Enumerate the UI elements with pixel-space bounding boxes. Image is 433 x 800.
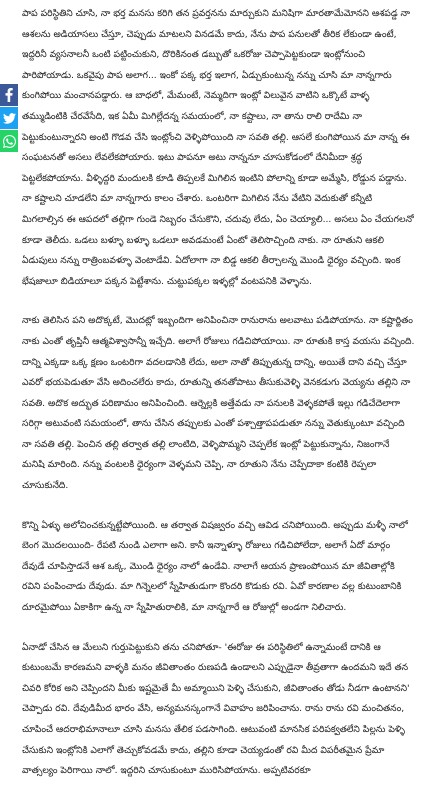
facebook-icon	[5, 88, 13, 102]
twitter-share-button[interactable]	[0, 107, 18, 129]
facebook-share-button[interactable]	[0, 84, 18, 106]
article-paragraph: ఏనాడో చేసిన ఆ మేలుని గుర్తుపెట్టుకుని తను చనిపోతూ- 'ఈరోజు ఈ పరిస్థితిలో ఉన్నామంటే దానికి ఆ కుటుంబమే కారణమని వాళ్ళకి మనం జీవితాంతం రుణపడి ఉండాలని ఎప్పుడైనా తీవ్రతాగా ఉందమని ఇదే తన చివరి కోరిక అని చెప్పిందని మీకు ఇష్టమైతే మీ అమ్మాయిని పెళ్ళి చేసుకుని, జీవితాంతం తోడు నీడగా ఉంటానని' చెప్పాడు రవి. దేవుడిమీద భారం వేసి, అన్యమనస్కంగానే వివాహం జరిపించాను. రాను రాను రవి మంచితనం, చూపించే ఆదరాభిమానాలూ చూసి మనసు తేలిక పడసాగింది. ఆటువంటి మానసిక పరిపక్వతలేని పిల్లను పెళ్ళి చేసుకుని ఇంట్లోనికి ఎలాగో తెచ్చుకోవడమే కాదు, తల్లిని కూడా చెయ్యడంతో రవి మీద విపరీతమైన ప్రేమా వాత్సల్యం పెరిగాయి నాలో. ఇద్దరిని చూసుకుంటూ మురిసిపోయాను. అప్పటివరకూ	[22, 641, 410, 777]
social-share-bar	[0, 84, 18, 153]
article-paragraph: నాకు తెలిసిన పని అదొక్కటే, మొదట్లో ఇబ్బందిగా అనిపించినా రానురాను అలవాటు పడిపోయాను. నా కష్టార్జితం నాకు ఎంతో తృప్తినీ ఆత్మవిశ్వాసాన్నీ ఇచ్చేది. అలాగే రోజులు గడిచిపోయాయి. నా రూతుకి కాస్త వయసు వచ్చింది. దాన్ని ఎక్కడా ఒక్క క్షణం ఒంటరిగా వదలడానికి లేదు, అలా నాతో తిప్పుతున్న దాన్ని, అయితే దాని వచ్చి చేస్తూ ఎవరో భయపెడుతూ వేసి అదించలేరు కాదు, రూతున్ని తనతోపాటు తీసుకువెళ్ళి వెనకడుగు వెయ్యను తల్లిని నా సవతి. అదొక అద్భుత పరిణామం అనిపించింది. ఆర్నెల్లకి అత్తేవడు నా పనులకి వెళ్ళకపోతే ఇల్లు గడిచేదెలాగా సరిగ్గా అటువంటి సమయంలో, తాను చేసిన తప్పులకు ఎంతో పశ్చాత్తాపపడుతూ నన్ను వెతుక్కుంటూ వచ్చింది నా సవతి తల్లి. పెంచిన తల్లి తర్వాత తల్లి లాంటిది, వెళ్ళిపొమ్మని చెప్పలేక ఇంట్లో పెట్టుకున్నాను, నిజంగానే మనిషి మారింది. నన్ను వంటలకి ధైర్యంగా వెళ్ళమని చెప్పి, నా రూతుని నేను చెప్పేదాకా కంటికి రెప్పలా చూసుకునేది.	[22, 315, 415, 492]
twitter-icon	[3, 113, 16, 124]
article-paragraph: కొన్ని ఏళ్ళు అలోచించకున్నట్టేపోయింది. ఆ తర్వాత విషజ్వరం వచ్చి ఆవిడ చనిపోయింది. అప్పుడు మళ్ళీ నాలో బెంగ మొదలయింది- రేపటి నుండి ఎలాగా అని. కానీ ఇన్నాళ్ళూ రోజులు గడిచిపోలేదా, అలాగే ఏదో మార్గం దేవుడే చూపిస్తాడనే ఆశ ఒక్క, మొండి ధైర్యం నాలో ఉండేవి. నాలాగే ఆయన ప్రాణంపోయిన మా జీవితాల్లోకి రవిని పంపించాడు దేవుడు. మా గిన్నెలలో స్నేహితుడుగా కొందరి కొడుకు రవి. ఏవో కారణాల వల్ల కుటుంబానికి దూరమైపోయి ఏకాకిగా ఉన్న నా స్నేహితురాలికి, మా నాన్నగారే ఆ రోజుల్లో అండగా నిలిచారు.	[22, 519, 408, 614]
whatsapp-share-button[interactable]	[0, 130, 18, 152]
article-paragraph: పాప పరిస్థితిని చూసి, నా భర్త మనసు కరిగి తన ప్రవర్తనను మార్చుకుని మనిషిగా మారతామేమోనని ఆశపడ్డ నా ఆశలను అడియాసలు చేస్తూ, చెప్పుడు మాటలని వినడమే కాదు, నేను పాప పనులతో తీరిక లేకుండా ఉంటే, ఇద్దరినీ వ్యసనాలనీ ఒంటి పట్టించుకుని, దొరికినంత డబ్బుతో ఒకరోజు చెప్పాపెట్టకుండా ఇంట్లోనుంచి పారిపోయాడు. ఒకవైపు పాప అలాగ... ఇంకో పక్క భర్త ఇలాగ, ఏడ్చుకుంటున్న నన్ను చూసి మా నాన్నగారు కుంగిపోయి మంచానపడ్డారు. ఆ బాధలో, మేమంటే, నెమ్మదిగా ఇంట్లో విలువైన వాటిని ఒక్కొటే వాళ్ళ తమ్ముడింటికి చేరవేసేది, ఇక ఏమీ మిగిల్లేదన్న సమయంలో, నా కష్టాలు, నా తాను రాలి రాదేమి నా పెట్టుకుంటున్నారని అంటి గొడవ చేసి ఇంట్లోంచి వెళ్ళిపోయింది నా సవతి తల్లి. ఆసలే కుంగిపోయిన మా నాన్న ఈ సంఘటనతో అసలు లేవలేకపోయారు. ఇటు పాపనూ అటు నాన్ననూ చూసుకోడంలో దేనిమీదా శ్రద్ధ పెట్టలేకపోయాను. వీళ్ళిద్దరి మందులకి కూడి తిప్పలకే మిగిలిన ఇంటిని పోలాన్ని కూడా అమ్మేసి, రోడ్డున పడ్డాను. నా కష్టాలని చూడలేని మా నాన్నగారు కాలం చేశారు. ఒంటరిగా మిగిలిన నేను వేటిని వెదుకుతో కన్నీటి మిగలాల్సిన ఈ ఆపదలో తల్లిగా గుండె నిబ్బరం చేసుకొని, చదువు లేదు, ఏం చెయ్యాలి... అసలు ఏం చేయగలనో కూడా తెలీదు. ఒడలు బళ్ళూ బళ్ళూ ఒడలూ అవడమంటే ఏంటో తెలిసొచ్చింది నాకు. నా రూతుని ఆకలి ఏడుపులు నన్ను రాత్రింబవళ్ళూ వెంటాడేవి. ఏదోలాగా నా బిడ్డ ఆకలి తీర్చాలన్న మొండి ధైర్యం వచ్చింది. ఇంక భేషజాలూ బిడియాలూ పక్కన పెట్టేశాను. చుట్టుపక్కల ఇళ్ళల్లో వంటపనికి వెళ్ళాను.	[22, 8, 414, 287]
whatsapp-icon	[3, 135, 16, 148]
